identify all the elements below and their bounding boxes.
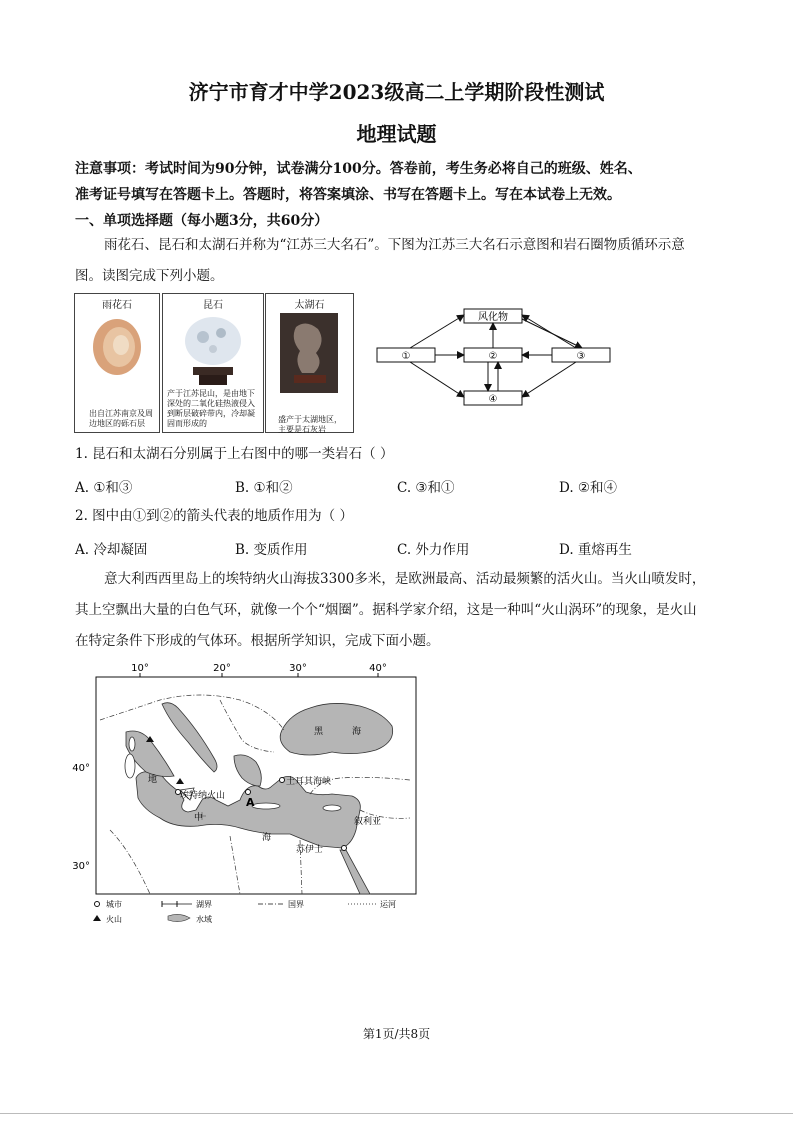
stone-name: 雨花石 — [102, 300, 132, 311]
q2-option-c[interactable]: C. 外力作用 — [397, 542, 470, 558]
notice-line-2: 准考证号填写在答题卡上。答题时，将答案填涂、书写在答题卡上。写在本试卷上无效。 — [75, 187, 621, 203]
city-marker — [342, 846, 347, 851]
label-suez: 苏伊士 — [296, 845, 324, 855]
section-heading: 一、单项选择题（每小题3分，共60分） — [75, 213, 329, 229]
crete-island — [252, 803, 280, 809]
cycle-node-4: ④ — [488, 394, 498, 405]
q2-option-a[interactable]: A. 冷却凝固 — [75, 542, 148, 558]
legend-city-icon — [95, 902, 100, 907]
q2-option-d[interactable]: D. 重熔再生 — [559, 542, 632, 558]
q1-option-a[interactable]: A. ①和③ — [75, 480, 133, 496]
page-divider — [0, 1113, 793, 1114]
label-syria: 叙利亚 — [354, 817, 382, 827]
stone-caption: 产于江苏昆山，是由地下深处的二氧化硅热液侵入到断层破碎带内，冷却凝固而形成的 — [167, 389, 255, 428]
passage2-line-3: 在特定条件下形成的气体环。根据所学知识，完成下面小题。 — [75, 633, 440, 649]
cycle-weathered: 风化物 — [478, 312, 508, 323]
city-marker — [246, 790, 251, 795]
notice-line-1: 注意事项：考试时间为90分钟，试卷满分100分。答卷前，考生务必将自己的班级、姓名、 — [75, 161, 642, 177]
cycle-node-2: ② — [488, 351, 498, 362]
lon-tick-40: 40° — [369, 663, 387, 674]
lat-tick-40: 40° — [72, 763, 90, 774]
lon-tick-30: 30° — [289, 663, 307, 674]
mediterranean-map — [70, 660, 430, 930]
q1-stem: 1. 昆石和太湖石分别属于上右图中的哪一类岩石（ ） — [75, 446, 394, 462]
label-di: 地 — [148, 775, 158, 785]
legend-water-icon — [168, 914, 190, 921]
stone-caption: 盛产于太湖地区，主要是石灰岩 — [278, 415, 342, 434]
stone-caption: 出自江苏南京及周边地区的砾石层 — [89, 409, 153, 428]
stone-name: 太湖石 — [294, 300, 325, 311]
label-black-sea-1: 黑 — [314, 727, 324, 737]
stone-card-kun — [162, 293, 264, 433]
exam-title: 济宁市育才中学2023级高二上学期阶段性测试 — [188, 80, 605, 104]
legend-volcano: 火山 — [106, 915, 122, 924]
passage2-line-1: 意大利西西里岛上的埃特纳火山海拔3300多米，是欧洲最高、活动最频繁的活火山。当火山喷发时， — [104, 571, 706, 587]
q1-option-b[interactable]: B. ①和② — [235, 480, 293, 496]
label-point-a: A — [246, 796, 255, 809]
corsica-island — [129, 737, 135, 751]
label-hai: 海 — [262, 833, 272, 843]
page-number: 第1页/共8页 — [362, 1027, 431, 1041]
label-etna: 埃特纳火山 — [180, 791, 226, 801]
label-strait: 土耳其海峡 — [286, 777, 332, 787]
kun-stone-image — [163, 311, 263, 389]
label-black-sea-2: 海 — [352, 727, 362, 737]
cycle-node-1: ① — [401, 351, 411, 362]
q1-option-d[interactable]: D. ②和④ — [559, 480, 618, 496]
q1-option-c[interactable]: C. ③和① — [397, 480, 455, 496]
stone-card-yuhua — [74, 293, 160, 433]
yuhua-stone-image — [75, 311, 159, 381]
q2-option-b[interactable]: B. 变质作用 — [235, 542, 308, 558]
legend-city: 城市 — [106, 900, 122, 909]
lon-tick-10: 10° — [131, 663, 149, 674]
legend-water: 水域 — [196, 915, 212, 924]
lon-tick-20: 20° — [213, 663, 231, 674]
passage1-line-1: 雨花石、昆石和太湖石并称为“江苏三大名石”。下图为江苏三大名石示意图和岩石圈物质循环示意 — [104, 237, 685, 253]
stone-card-taihu — [265, 293, 354, 433]
passage1-line-2: 图。读图完成下列小题。 — [75, 268, 224, 284]
legend-lake: 湖界 — [196, 900, 212, 909]
cycle-node-3: ③ — [576, 351, 586, 362]
lat-tick-30: 30° — [72, 861, 90, 872]
rock-cycle-diagram — [370, 305, 620, 413]
passage2-line-2: 其上空飘出大量的白色气环，就像一个个“烟圈”。据科学家介绍，这是一种叫“火山涡环”的现象，是火山 — [75, 602, 697, 618]
taihu-stone-image — [266, 311, 353, 395]
sardinia-island — [125, 754, 135, 778]
city-marker — [280, 778, 285, 783]
exam-subtitle: 地理试题 — [356, 122, 437, 146]
cyprus-island — [323, 805, 341, 811]
legend-volcano-icon — [93, 915, 101, 921]
q2-stem: 2. 图中由①到②的箭头代表的地质作用为（ ） — [75, 508, 353, 524]
stone-name: 昆石 — [203, 300, 223, 311]
label-zhong: 中 — [194, 813, 204, 823]
legend-canal: 运河 — [380, 900, 396, 909]
legend-border: 国界 — [288, 900, 304, 909]
